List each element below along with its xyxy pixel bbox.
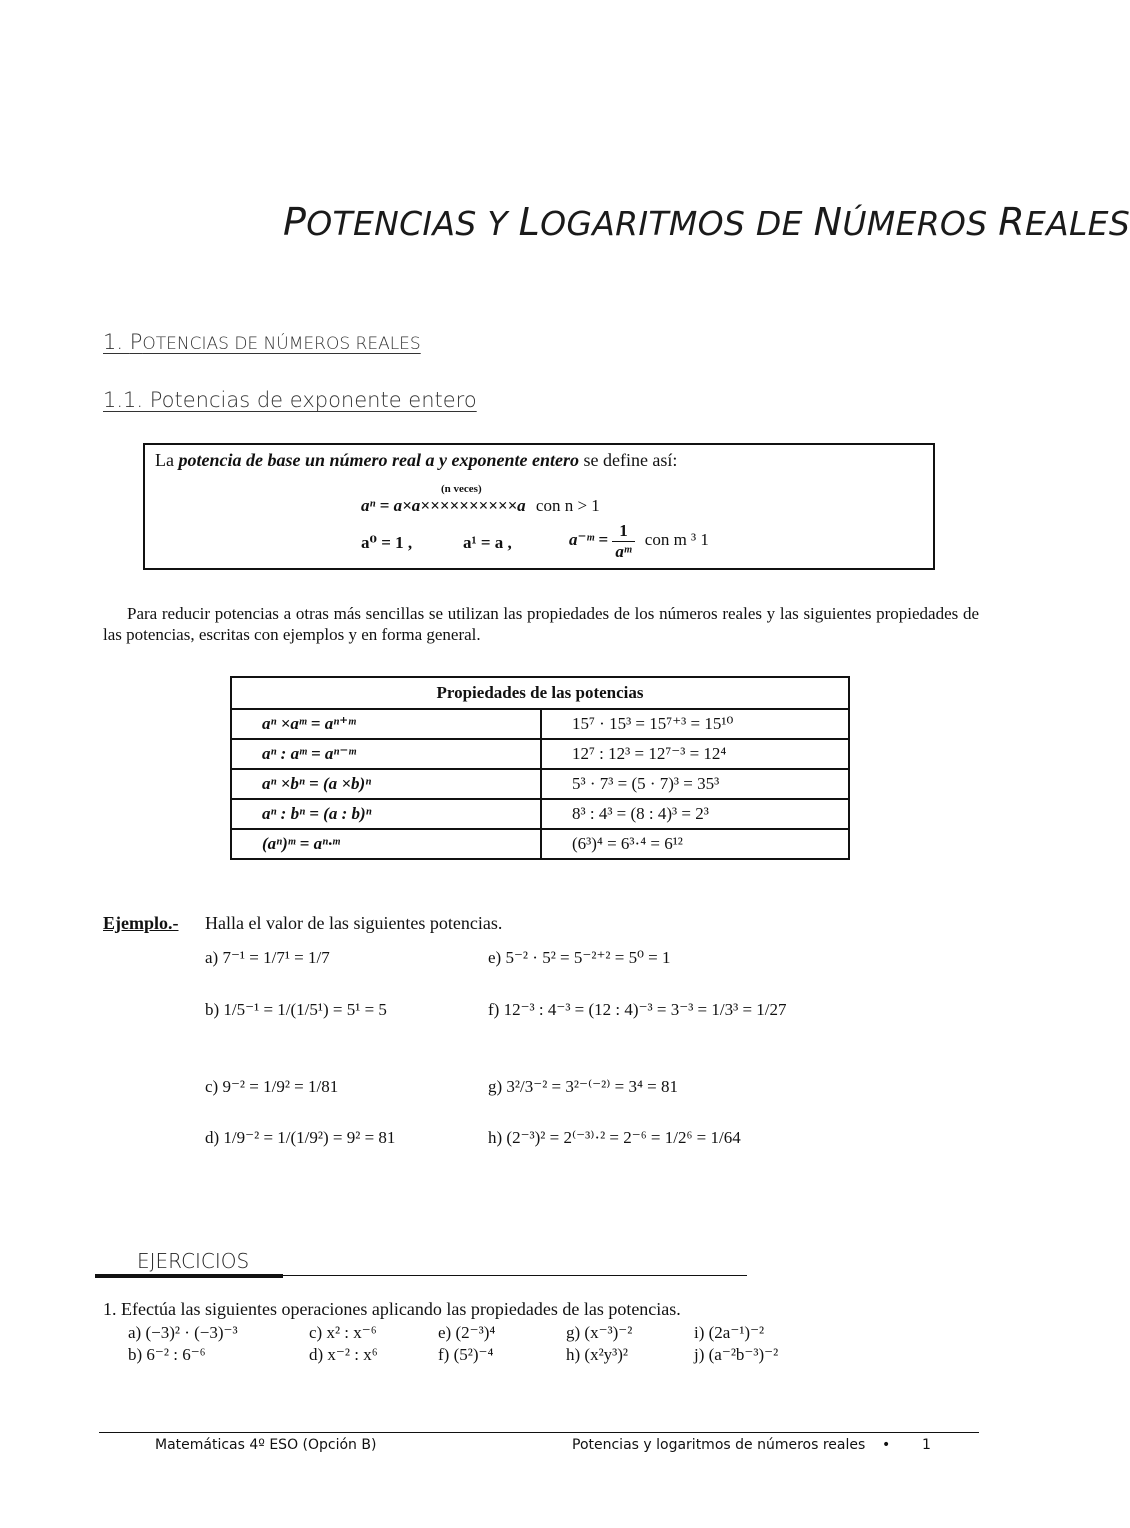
exercise-item: e) (2⁻³)⁴ [438,1323,496,1342]
definition-one-exponent: a¹ = a , [463,533,512,552]
definition-negative-exponent: a⁻ᵐ = $\frac{1}{\text{aᵐ}}$ con m ³ 1 [569,521,709,561]
exercise-item: j) (a⁻²b⁻³)⁻² [694,1345,779,1364]
property-example: (6³)⁴ = 6³·⁴ = 6¹² [541,829,849,859]
definition-intro: La potencia de base un número real a y exponente entero se define así: [155,450,678,470]
property-rule: (aⁿ)ᵐ = aⁿ·ᵐ [231,829,541,859]
exercise-item: b) 6⁻² : 6⁻⁶ [128,1345,206,1364]
example-label: Ejemplo.- [103,913,179,933]
definition-box [143,443,935,570]
exercise-item: f) (5²)⁻⁴ [438,1345,494,1364]
footer-chapter: Potencias y logaritmos de números reales [572,1437,866,1453]
properties-table-header: Propiedades de las potencias [231,677,849,709]
exercise-item: i) (2a⁻¹)⁻² [694,1323,765,1342]
exercises-divider-accent [95,1274,283,1278]
exercises-heading: EJERCICIOS [137,1249,250,1273]
property-rule: aⁿ : aᵐ = aⁿ⁻ᵐ [231,739,541,769]
section-heading-1: 1. POTENCIAS DE NÚMEROS REALES [103,330,421,354]
exercise-item: h) (x²y³)² [566,1345,629,1364]
property-example: 5³ · 7³ = (5 · 7)³ = 35³ [541,769,849,799]
table-row [231,799,849,829]
exercise-item: a) (−3)² · (−3)⁻³ [128,1323,238,1342]
section-heading-1-1: 1.1. Potencias de exponente entero [103,388,477,412]
example-a: a) 7⁻¹ = 1/7¹ = 1/7 [205,948,330,967]
property-example: 15⁷ · 15³ = 15⁷⁺³ = 15¹⁰ [541,709,849,739]
footer-course: Matemáticas 4º ESO (Opción B) [155,1437,377,1453]
table-row [231,739,849,769]
example-h: h) (2⁻³)² = 2⁽⁻³⁾·² = 2⁻⁶ = 1/2⁶ = 1/64 [488,1128,741,1147]
property-example: 12⁷ : 12³ = 12⁷⁻³ = 12⁴ [541,739,849,769]
example-d: d) 1/9⁻² = 1/(1/9²) = 9² = 81 [205,1128,396,1147]
property-rule: aⁿ : bⁿ = (a : b)ⁿ [231,799,541,829]
footer-page-number: 1 [922,1437,931,1453]
property-rule: aⁿ ×bⁿ = (a ×b)ⁿ [231,769,541,799]
example-g: g) 3²/3⁻² = 3²⁻⁽⁻²⁾ = 3⁴ = 81 [488,1077,678,1096]
example-f: f) 12⁻³ : 4⁻³ = (12 : 4)⁻³ = 3⁻³ = 1/3³ = 1/27 [488,1000,787,1019]
exercise-item: d) x⁻² : x⁶ [309,1345,378,1364]
definition-zero-exponent: a⁰ = 1 , [361,533,413,552]
document-title: POTENCIAS Y LOGARITMOS DE NÚMEROS REALES [283,200,1130,244]
table-row [231,709,849,739]
n-veces-label: (n veces) [441,483,482,495]
table-row [231,829,849,859]
intro-paragraph: Para reducir potencias a otras más sencillas se utilizan las propiedades de los números reales y las siguientes propiedades de las potencias, escritas con ejemplos y en forma general. [103,604,979,644]
table-row [231,769,849,799]
footer-divider [99,1432,979,1433]
example-c: c) 9⁻² = 1/9² = 1/81 [205,1077,339,1096]
exercise-item: c) x² : x⁻⁶ [309,1323,377,1342]
exercise-item: g) (x⁻³)⁻² [566,1323,633,1342]
footer-bullet: • [882,1437,891,1453]
properties-table [230,676,850,860]
definition-power-product: aⁿ = a×a××××××××××a con n > 1 [361,496,600,515]
example-e: e) 5⁻² · 5² = 5⁻²⁺² = 5⁰ = 1 [488,948,671,967]
property-example: 8³ : 4³ = (8 : 4)³ = 2³ [541,799,849,829]
exercise-1-statement: 1. Efectúa las siguientes operaciones aplicando las propiedades de las potencias. [103,1299,681,1319]
example-intro: Halla el valor de las siguientes potencias. [205,913,503,933]
property-rule: aⁿ ×aᵐ = aⁿ⁺ᵐ [231,709,541,739]
example-b: b) 1/5⁻¹ = 1/(1/5¹) = 5¹ = 5 [205,1000,387,1019]
